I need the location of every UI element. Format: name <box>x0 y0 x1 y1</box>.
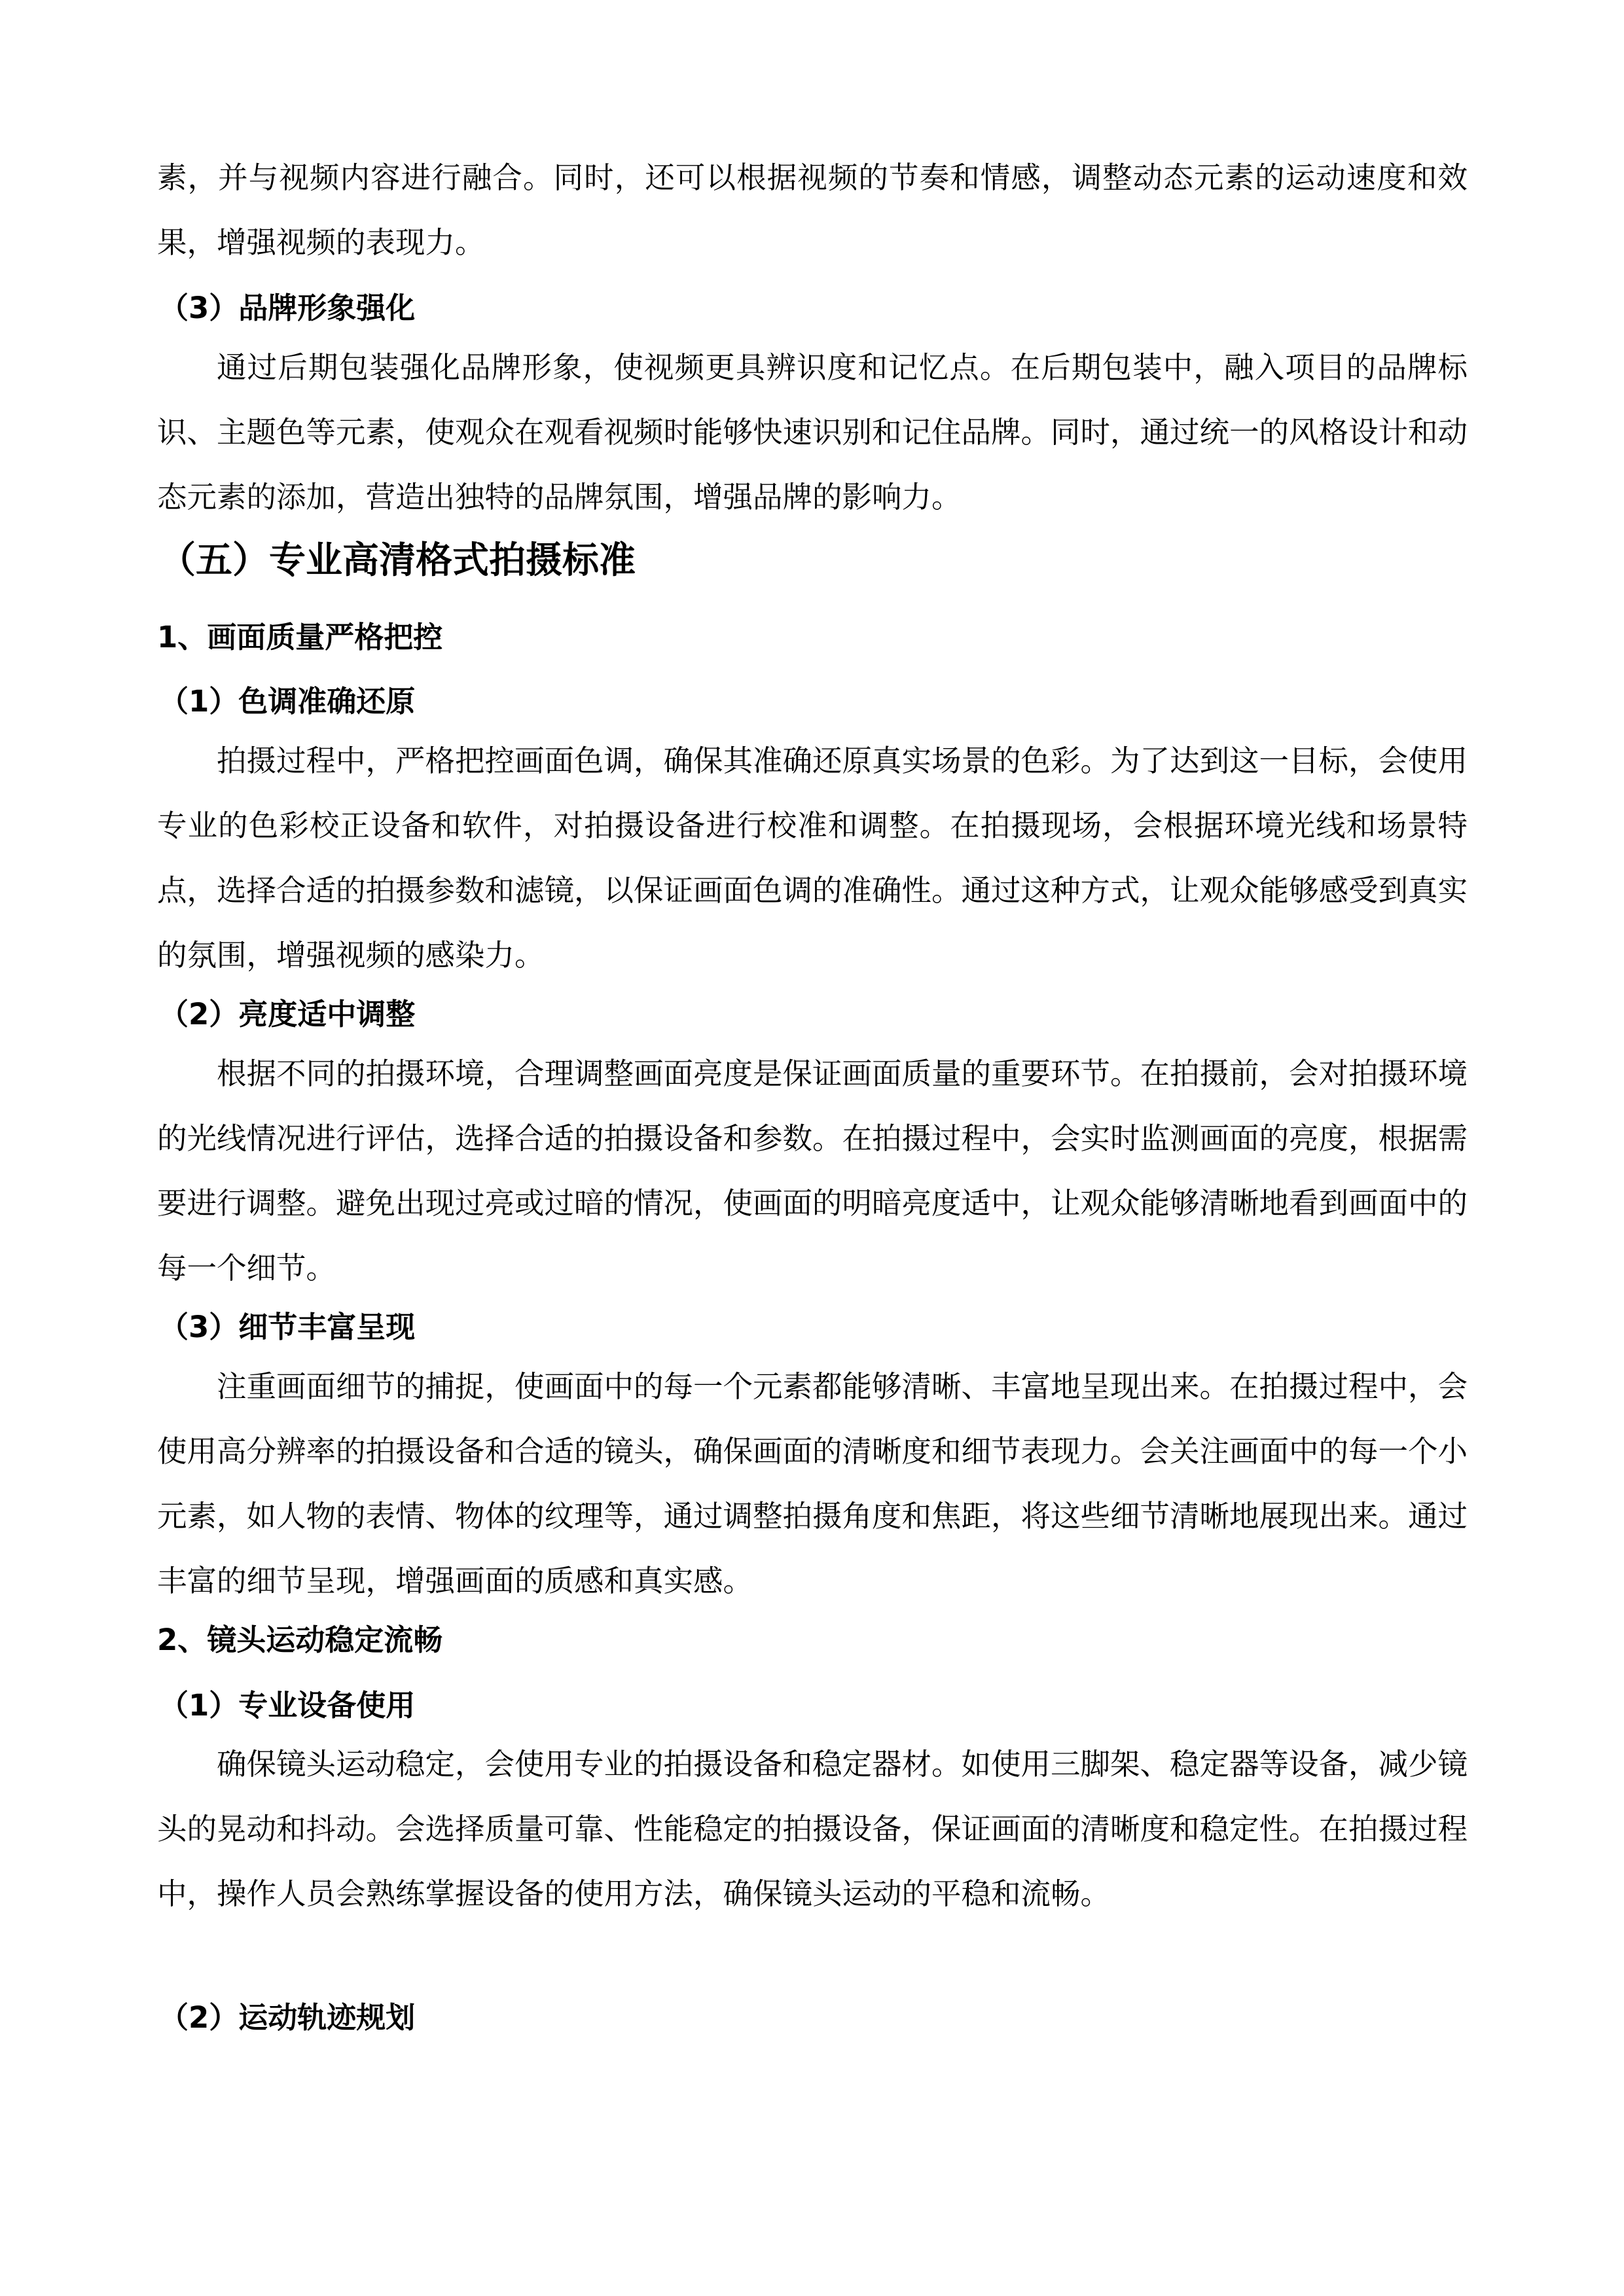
subheading-details: （3）细节丰富呈现 <box>159 1310 416 1344</box>
paragraph-color-tone: 拍摄过程中，严格把控画面色调，确保其准确还原真实场景的色彩。为了达到这一目标，会使用专业的色彩校正设备和软件，对拍摄设备进行校准和调整。在拍摄现场，会根据环境光线和场景特点，选择合适的拍摄参数和滤镜，以保证画面色调的准确性。通过这种方式，让观众能够感受到真实的氛围，增强视频的感染力。 <box>157 744 1468 973</box>
subheading-brand-image: （3）品牌形象强化 <box>159 291 416 325</box>
subheading-professional-equipment: （1）专业设备使用 <box>159 1688 416 1723</box>
subheading-image-quality: 1、画面质量严格把控 <box>157 620 443 655</box>
subheading-color-tone: （1）色调准确还原 <box>159 684 416 719</box>
subheading-brightness: （2）亮度适中调整 <box>159 997 416 1031</box>
section-heading-shooting-standard: （五）专业高清格式拍摄标准 <box>159 539 636 582</box>
paragraph-brightness: 根据不同的拍摄环境，合理调整画面亮度是保证画面质量的重要环节。在拍摄前，会对拍摄环境的光线情况进行评估，选择合适的拍摄设备和参数。在拍摄过程中，会实时监测画面的亮度，根据需要进行调整。避免出现过亮或过暗的情况，使画面的明暗亮度适中，让观众能够清晰地看到画面中的每一个细节。 <box>157 1056 1468 1285</box>
subheading-motion-trajectory: （2）运动轨迹规划 <box>159 2000 416 2035</box>
paragraph-continued: 素，并与视频内容进行融合。同时，还可以根据视频的节奏和情感，调整动态元素的运动速度和效果，增强视频的表现力。 <box>157 160 1468 260</box>
subheading-camera-movement: 2、镜头运动稳定流畅 <box>157 1623 443 1657</box>
paragraph-professional-equipment: 确保镜头运动稳定，会使用专业的拍摄设备和稳定器材。如使用三脚架、稳定器等设备，减少镜头的晃动和抖动。会选择质量可靠、性能稳定的拍摄设备，保证画面的清晰度和稳定性。在拍摄过程中，操作人员会熟练掌握设备的使用方法，确保镜头运动的平稳和流畅。 <box>157 1747 1468 1911</box>
paragraph-brand-image: 通过后期包装强化品牌形象，使视频更具辨识度和记忆点。在后期包装中，融入项目的品牌标识、主题色等元素，使观众在观看视频时能够快速识别和记住品牌。同时，通过统一的风格设计和动态元素的添加，营造出独特的品牌氛围，增强品牌的影响力。 <box>157 350 1468 514</box>
paragraph-details: 注重画面细节的捕捉，使画面中的每一个元素都能够清晰、丰富地呈现出来。在拍摄过程中，会使用高分辨率的拍摄设备和合适的镜头，确保画面的清晰度和细节表现力。会关注画面中的每一个小元素，如人物的表情、物体的纹理等，通过调整拍摄角度和焦距，将这些细节清晰地展现出来。通过丰富的细节呈现，增强画面的质感和真实感。 <box>157 1369 1468 1598</box>
